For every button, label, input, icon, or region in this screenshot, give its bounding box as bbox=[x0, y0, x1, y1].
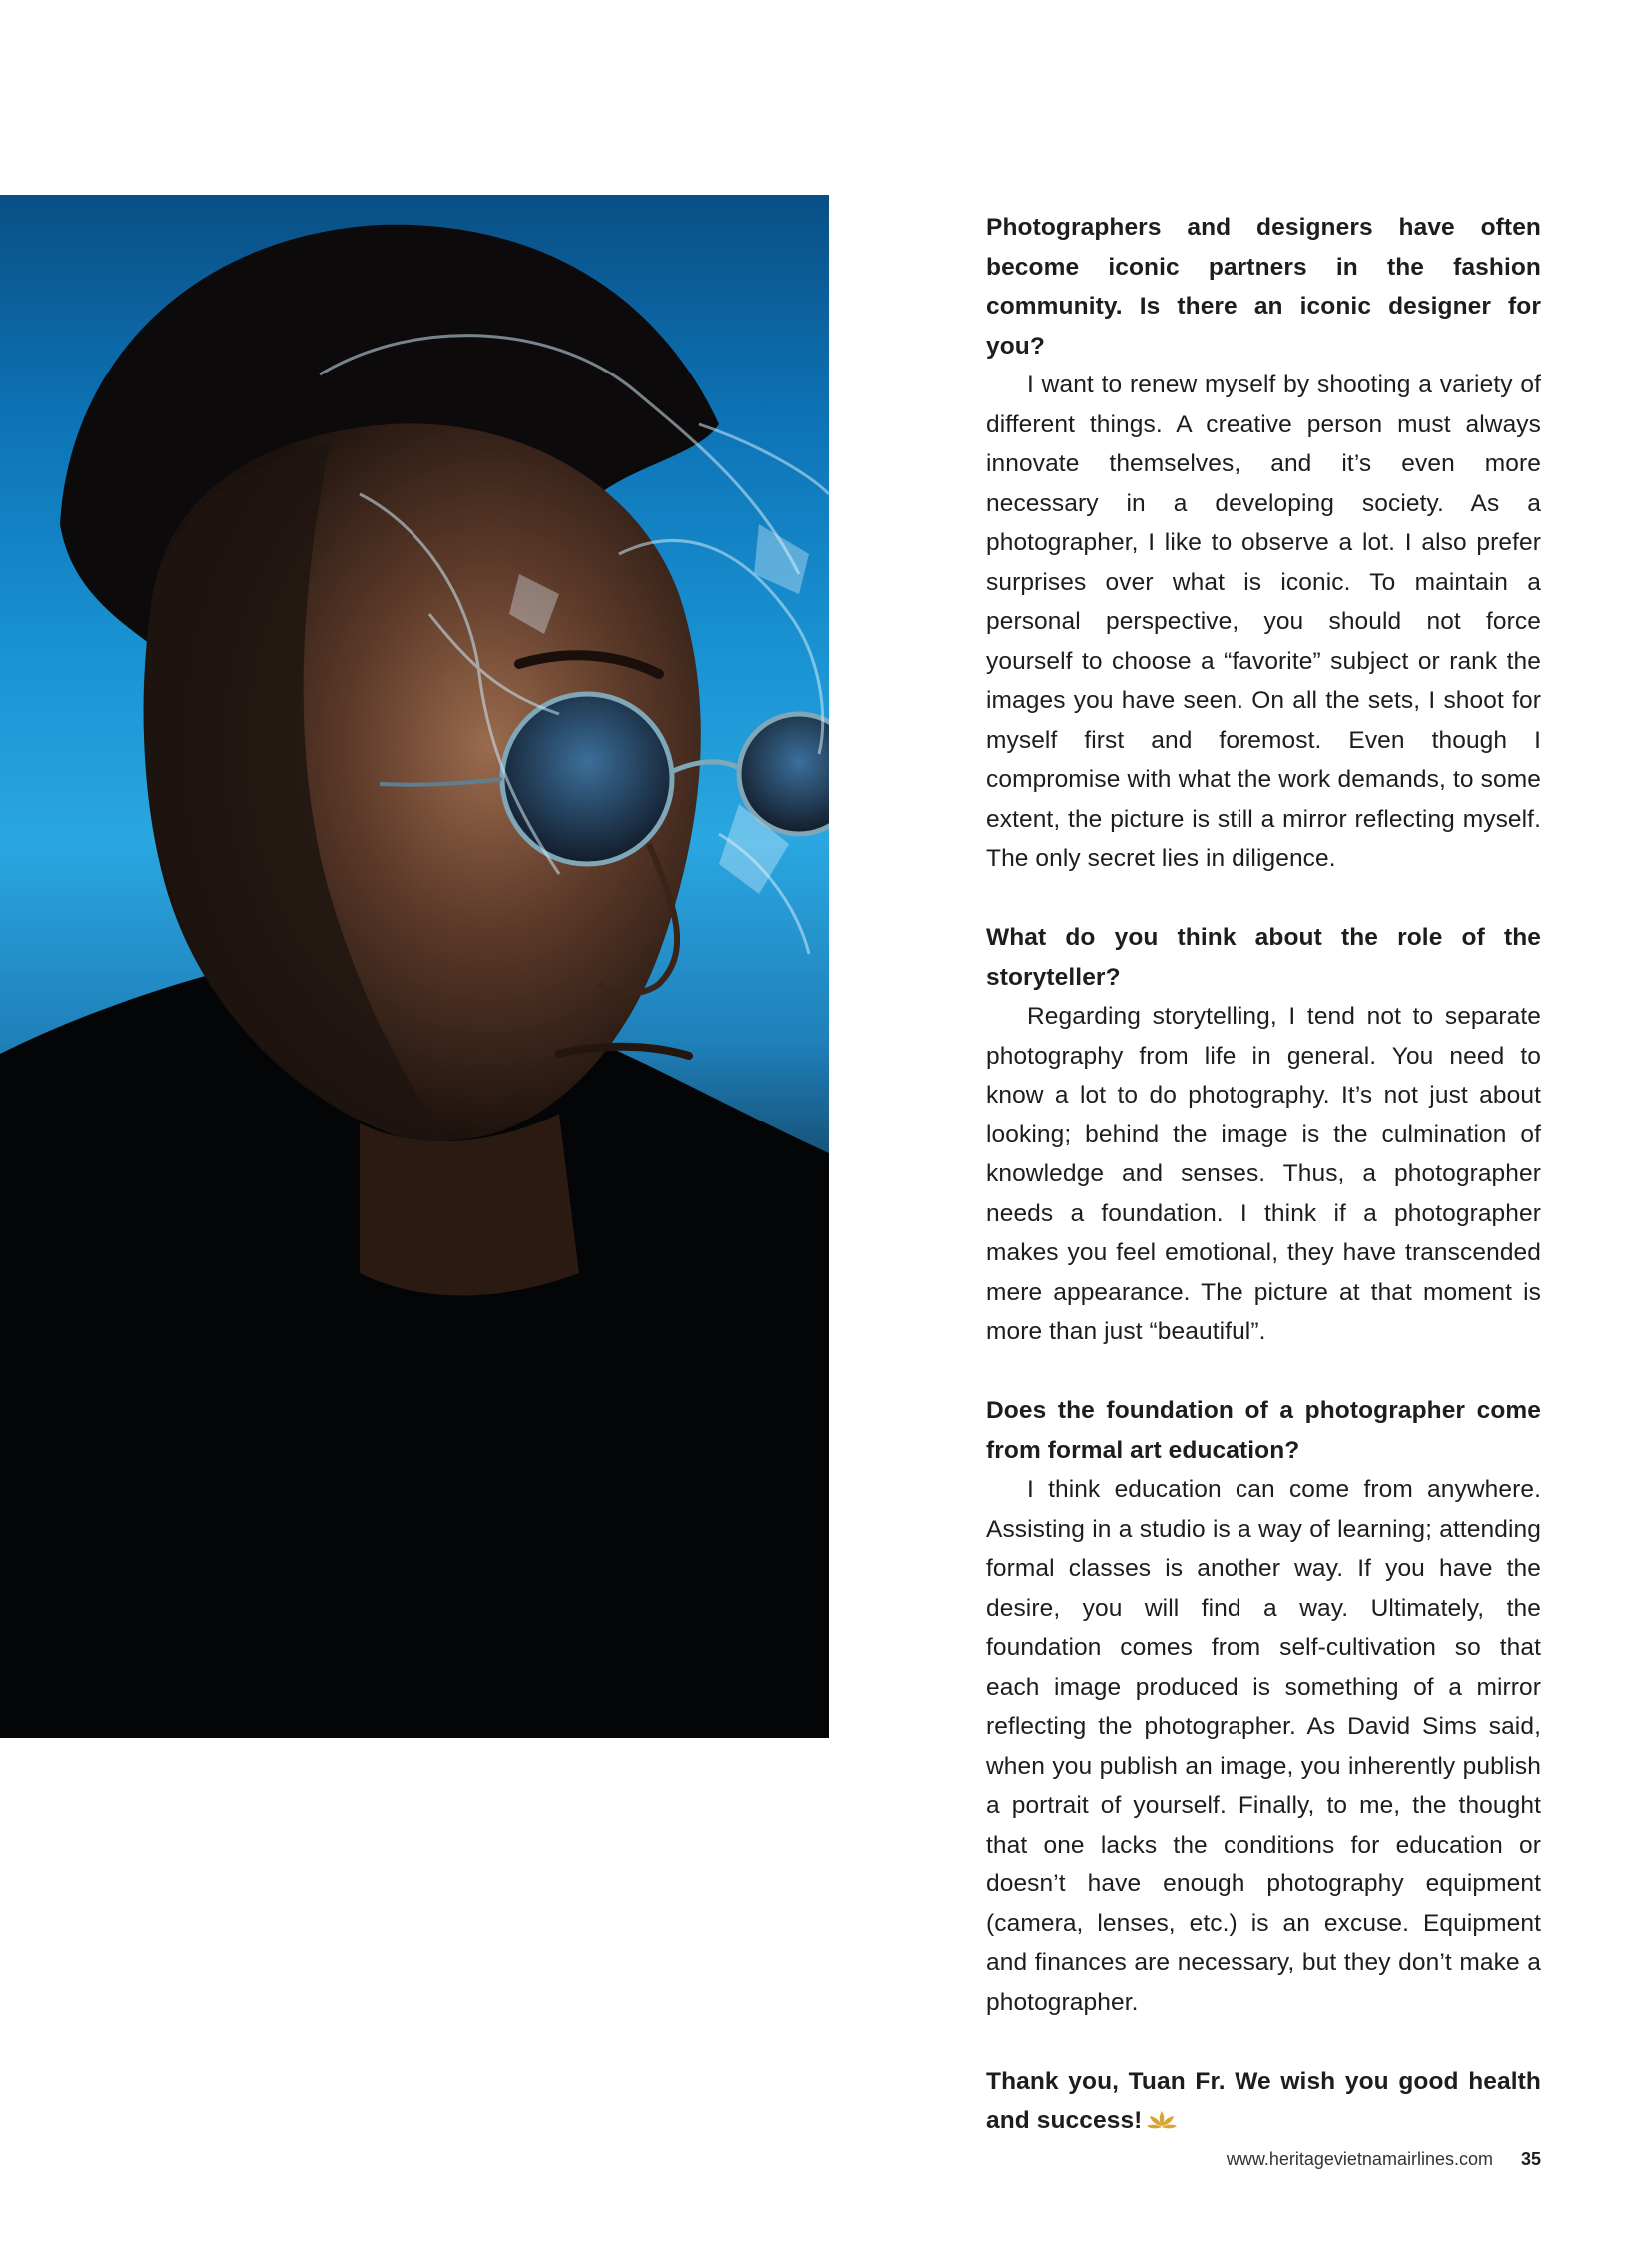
closing-remark bbox=[986, 2062, 1541, 2141]
lotus-icon bbox=[1146, 2104, 1178, 2126]
portrait-illustration bbox=[0, 195, 829, 1738]
portrait-photo bbox=[0, 195, 829, 1738]
interview-article bbox=[986, 208, 1541, 2141]
answer-storyteller: Regarding storytelling, I tend not to separate photography from life in general. You need to know a lot to do photography. It’s not just about looking; behind the image is the culmination of knowledge and senses. Thus, a photographer needs a foundation. I think if a photographer makes you feel emotional, they have transcended mere appearance. The picture at that moment is more than just “beautiful”. bbox=[986, 1003, 1541, 1345]
page-footer bbox=[1099, 2149, 1541, 2170]
closing-text: Thank you, Tuan Fr. We wish you good health and success! bbox=[986, 2067, 1541, 2134]
page-number: 35 bbox=[1520, 2149, 1541, 2169]
answer-formal-education: I think education can come from anywhere. Assisting in a studio is a way of learning; attending formal classes is another way. If you have the desire, you will find a way. Ultimately, the foundation comes from self-cultivation so that each image produced is something of a mirror reflecting the photographer. As David Sims said, when you publish an image, you inherently publish a portrait of yourself. Finally, to me, the thought that one lacks the conditions for education or doesn’t have enough photography equipment (camera, lenses, etc.) is an excuse. Equipment and finances are necessary, but they don’t make a photographer. bbox=[986, 1476, 1541, 2016]
paragraph-gap bbox=[986, 1352, 1541, 1392]
question-storyteller: What do you think about the role of the storyteller? bbox=[986, 924, 1541, 991]
paragraph-gap bbox=[986, 2022, 1541, 2062]
question-formal-education: Does the foundation of a photographer come from formal art education? bbox=[986, 1397, 1541, 1464]
footer-website-url: www.heritagevietnamairlines.com bbox=[1226, 2149, 1493, 2169]
question-iconic-designer: Photographers and designers have often become iconic partners in the fashion community. Is there an iconic designer for you? bbox=[986, 214, 1541, 360]
answer-iconic-designer: I want to renew myself by shooting a variety of different things. A creative person must always innovate themselves, and it’s even more necessary in a developing society. As a photographer, I like to observe a lot. I also prefer surprises over what is iconic. To maintain a personal perspective, you should not force yourself to choose a “favorite” subject or rank the images you have seen. On all the sets, I shoot for myself first and foremost. Even though I compromise with what the work demands, to some extent, the picture is still a mirror reflecting myself. The only secret lies in diligence. bbox=[986, 372, 1541, 872]
paragraph-gap bbox=[986, 879, 1541, 919]
